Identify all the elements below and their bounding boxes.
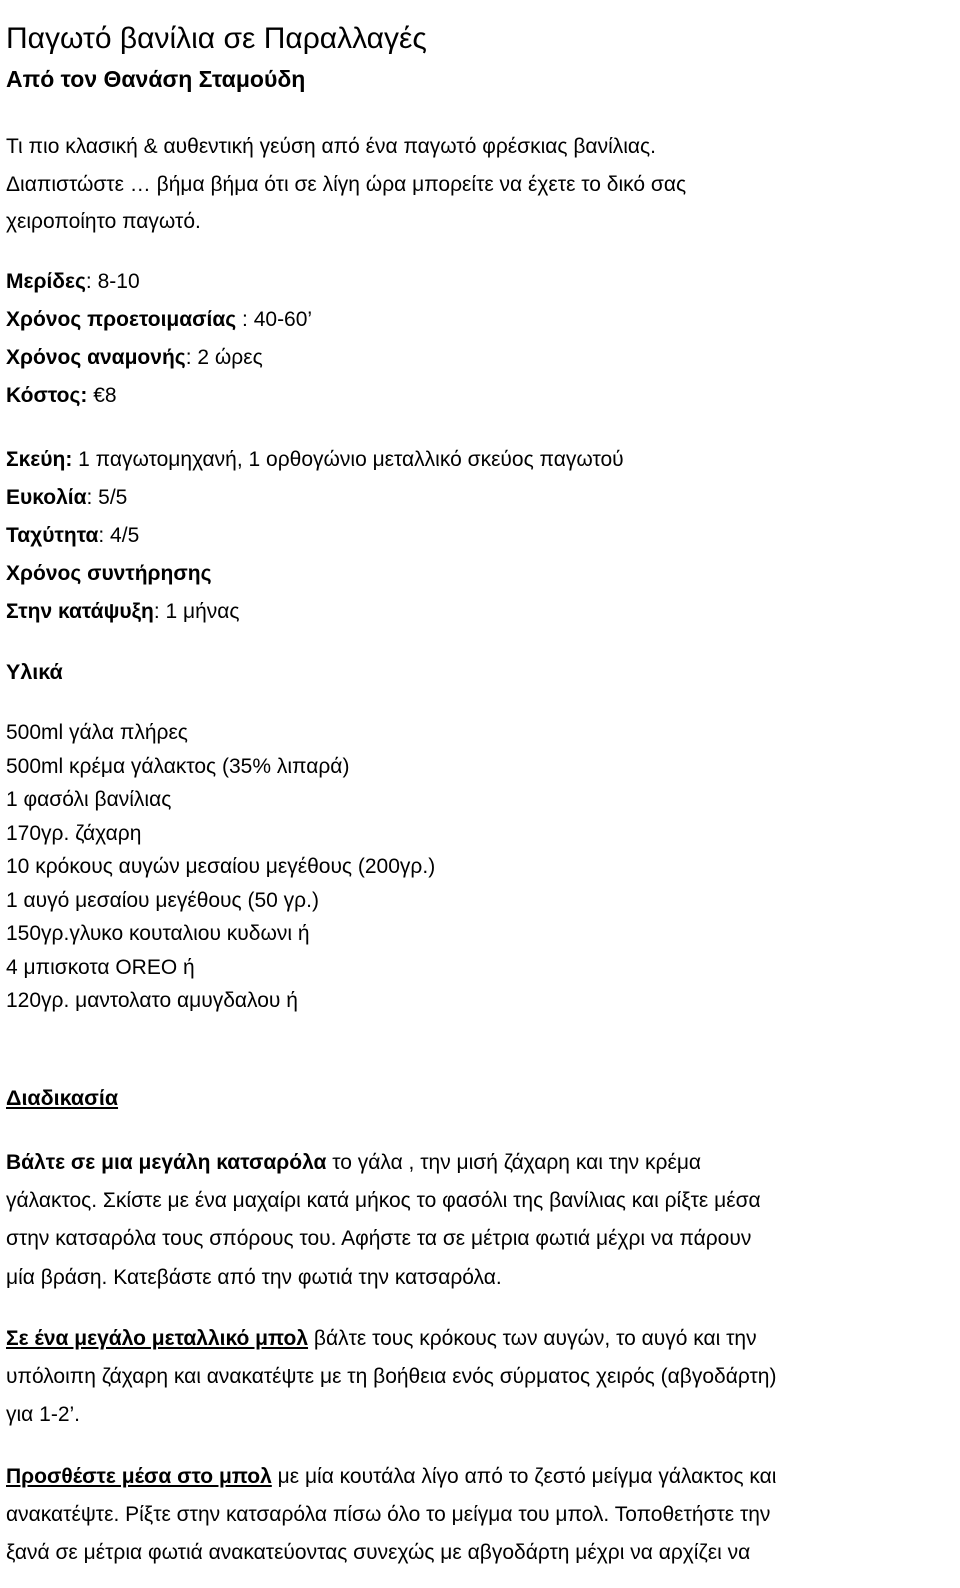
author-line: Από τον Θανάση Σταμούδη bbox=[6, 66, 306, 92]
step-1-text: γάλακτος. Σκίστε με ένα μαχαίρι κατά μήκος το φασόλι της βανίλιας και ρίξτε μέσα bbox=[6, 1189, 761, 1213]
method-step-2 bbox=[6, 1320, 956, 1435]
method-step-3 bbox=[6, 1458, 956, 1573]
step-1-lead: Βάλτε σε μια μεγάλη κατσαρόλα bbox=[6, 1151, 327, 1174]
difficulty-row bbox=[6, 479, 624, 517]
step-1-text: στην κατσαρόλα τους σπόρους του. Αφήστε τα σε μέτρια φωτιά μέχρι να πάρουν bbox=[6, 1227, 752, 1251]
step-2-lead: Σε ένα μεγάλο μεταλλικό μπολ bbox=[6, 1327, 309, 1350]
cost-label: Κόστος: bbox=[6, 384, 88, 407]
intro-paragraph bbox=[6, 128, 906, 241]
step-1-text: το γάλα , την μισή ζάχαρη και την κρέμα bbox=[326, 1151, 702, 1174]
wait-time-row bbox=[6, 339, 312, 377]
list-item: 500ml κρέμα γάλακτος (35% λιπαρά) bbox=[6, 754, 350, 778]
page-title: Παγωτό βανίλια σε Παραλλαγές bbox=[6, 22, 427, 56]
freezer-label: Στην κατάψυξη bbox=[6, 600, 154, 623]
list-item: 1 αυγό μεσαίου μεγέθους (50 γρ.) bbox=[6, 888, 319, 912]
servings-label: Μερίδες bbox=[6, 270, 86, 293]
recipe-details-block bbox=[6, 441, 624, 631]
step-3-text: με μία κουτάλα λίγο από το ζεστό μείγμα γάλακτος και bbox=[271, 1465, 777, 1488]
step-2-text: βάλτε τους κρόκους των αυγών, το αυγό και την bbox=[308, 1327, 757, 1350]
cost-value: €8 bbox=[87, 384, 117, 407]
difficulty-value: : 5/5 bbox=[86, 486, 128, 509]
list-item: 10 κρόκους αυγών μεσαίου μεγέθους (200γρ.) bbox=[6, 855, 436, 878]
speed-label: Ταχύτητα bbox=[6, 524, 99, 547]
wait-time-value: : 2 ώρες bbox=[185, 346, 263, 369]
servings-value: : 8-10 bbox=[85, 270, 140, 293]
prep-time-value: : 40-60’ bbox=[236, 308, 313, 331]
step-3-text: ανακατέψτε. Ρίξτε στην κατσαρόλα πίσω όλο το μείγμα του μπολ. Τοποθετήστε την bbox=[6, 1503, 771, 1527]
ingredients-heading: Υλικά bbox=[6, 660, 63, 684]
list-item: 170γρ. ζάχαρη bbox=[6, 821, 142, 845]
equipment-label: Σκεύη: bbox=[6, 448, 73, 471]
freezer-row bbox=[6, 593, 624, 631]
step-1-text: μία βράση. Κατεβάστε από την φωτιά την κατσαρόλα. bbox=[6, 1265, 502, 1289]
list-item: 1 φασόλι βανίλιας bbox=[6, 788, 172, 811]
storage-row bbox=[6, 555, 624, 593]
list-item: 500ml γάλα πλήρες bbox=[6, 721, 188, 744]
method-heading: Διαδικασία bbox=[6, 1086, 119, 1110]
storage-label: Χρόνος συντήρησης bbox=[6, 562, 212, 585]
list-item: 4 μπισκοτα OREO ή bbox=[6, 955, 195, 979]
intro-line: χειροποίητο παγωτό. bbox=[6, 210, 201, 233]
cost-row bbox=[6, 377, 312, 415]
speed-row bbox=[6, 517, 624, 555]
difficulty-label: Ευκολία bbox=[6, 486, 87, 509]
list-item: 150γρ.γλυκο κουταλιου κυδωνι ή bbox=[6, 922, 310, 945]
intro-line: Τι πιο κλασική & αυθεντική γεύση από ένα παγωτό φρέσκιας βανίλιας. bbox=[6, 135, 656, 158]
equipment-value: 1 παγωτομηχανή, 1 ορθογώνιο μεταλλικό σκεύος παγωτού bbox=[72, 448, 624, 471]
step-3-text: ξανά σε μέτρια φωτιά ανακατεύοντας συνεχώς με αβγοδάρτη μέχρι να αρχίζει να bbox=[6, 1541, 751, 1565]
list-item: 120γρ. μαντολατο αμυγδαλου ή bbox=[6, 989, 298, 1012]
speed-value: : 4/5 bbox=[98, 524, 140, 547]
prep-time-row bbox=[6, 301, 312, 339]
step-3-lead: Προσθέστε μέσα στο μπολ bbox=[6, 1465, 272, 1488]
servings-row bbox=[6, 263, 312, 301]
step-2-text: για 1-2’. bbox=[6, 1403, 80, 1427]
intro-line: Διαπιστώστε … βήμα βήμα ότι σε λίγη ώρα μπορείτε να έχετε το δικό σας bbox=[6, 172, 687, 196]
step-2-text: υπόλοιπη ζάχαρη και ανακατέψτε με τη βοήθεια ενός σύρματος χειρός (αβγοδάρτη) bbox=[6, 1365, 777, 1389]
recipe-info-block bbox=[6, 263, 312, 415]
equipment-row bbox=[6, 441, 624, 479]
wait-time-label: Χρόνος αναμονής bbox=[6, 346, 186, 369]
method-step-1 bbox=[6, 1144, 956, 1297]
ingredients-list bbox=[6, 716, 435, 1018]
freezer-value: : 1 μήνας bbox=[153, 600, 240, 623]
prep-time-label: Χρόνος προετοιμασίας bbox=[6, 308, 237, 331]
